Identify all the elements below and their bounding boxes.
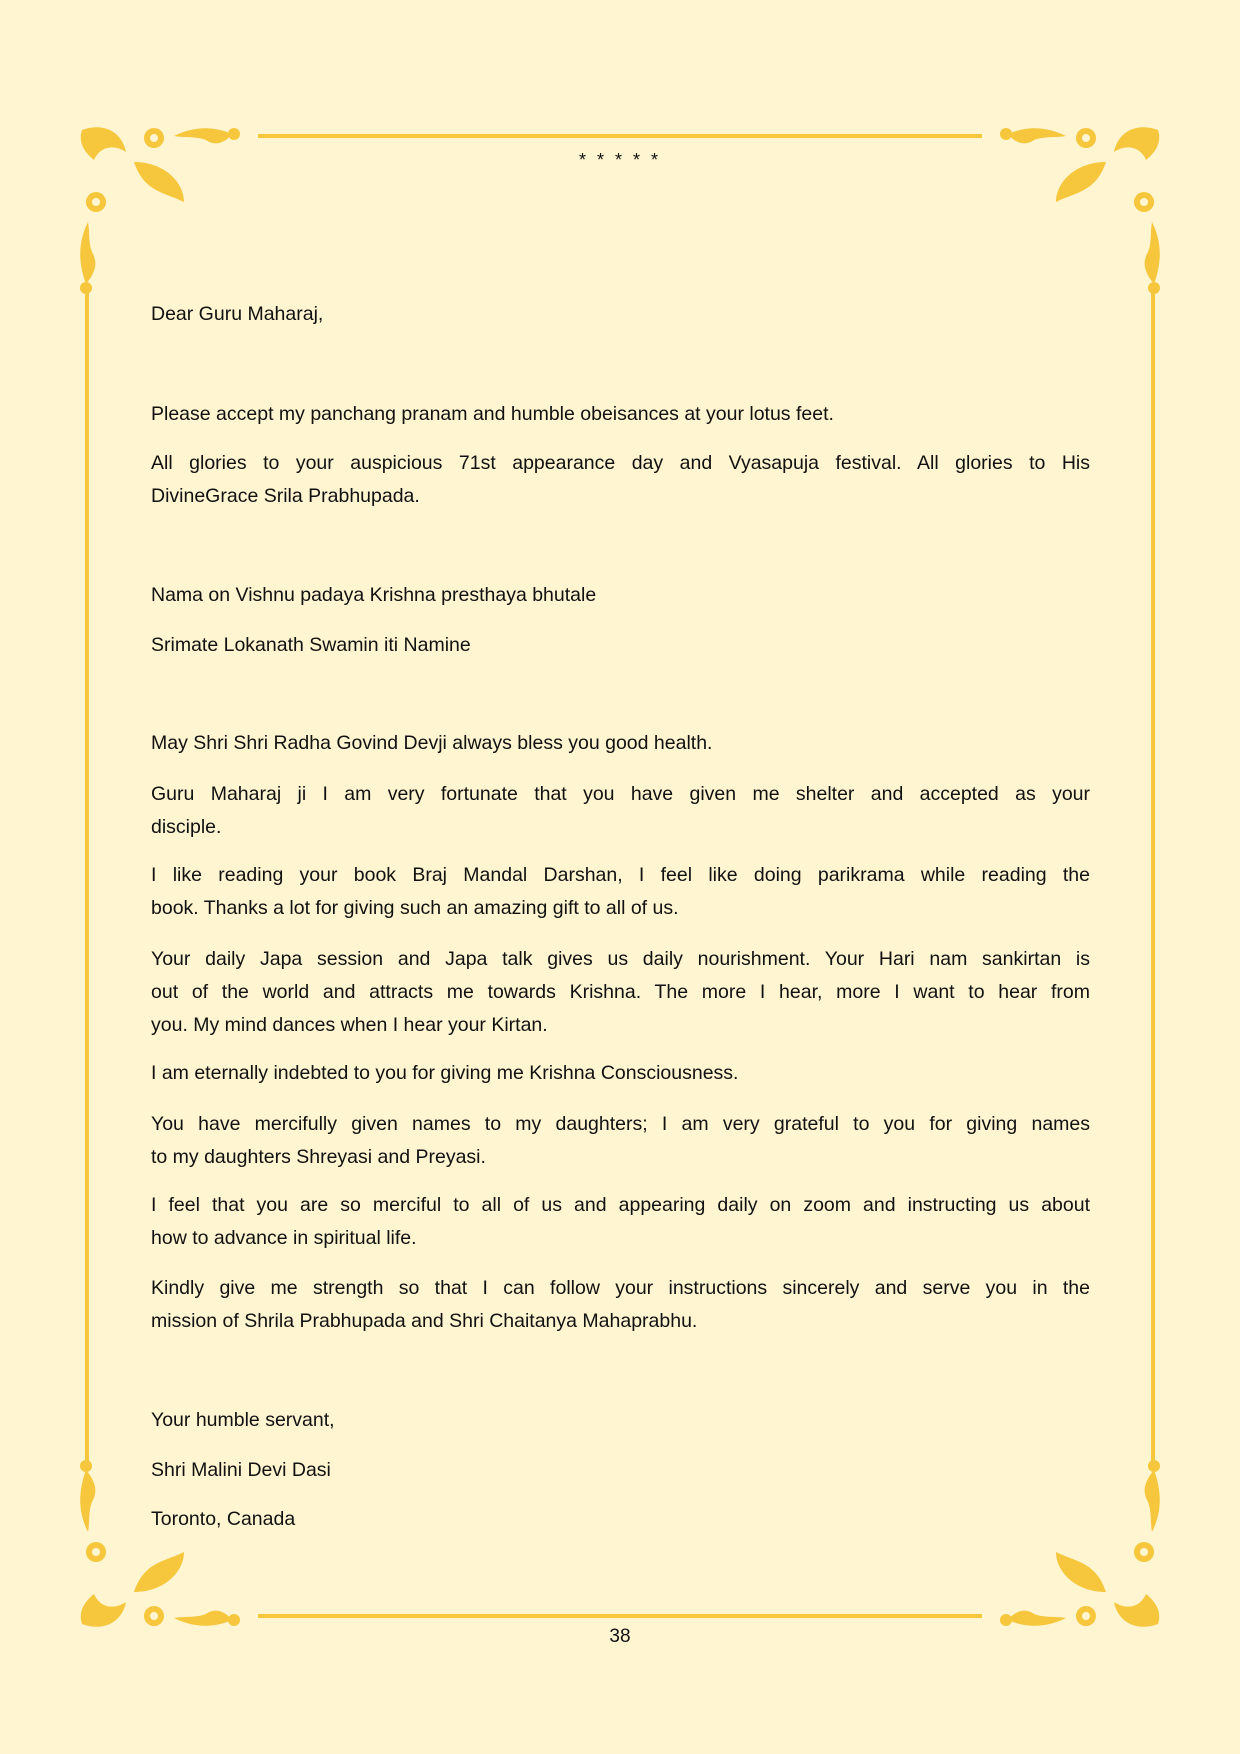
salutation: Dear Guru Maharaj,	[151, 303, 324, 325]
paragraph-line: Guru Maharaj ji I am very fortunate that you have given me shelter and accepted as your	[151, 783, 1090, 805]
letter-paragraph	[151, 727, 1090, 760]
paragraph-line: I am eternally indebted to you for giving me Krishna Consciousness.	[151, 1062, 739, 1084]
paragraph-line: May Shri Shri Radha Govind Devji always bless you good health.	[151, 732, 713, 754]
letter-paragraph	[151, 943, 1090, 1042]
letter-paragraph	[151, 579, 1090, 612]
corner-ornament-icon	[986, 122, 1166, 302]
letter-paragraph	[151, 1272, 1090, 1338]
paragraph-line: All glories to your auspicious 71st appearance day and Vyasapuja festival. All glories to His	[151, 452, 1090, 474]
signature: Shri Malini Devi Dasi	[151, 1459, 331, 1481]
letter-paragraph	[151, 1108, 1090, 1174]
letter-paragraph	[151, 629, 1090, 662]
paragraph-line: You have mercifully given names to my daughters; I am very grateful to you for giving names	[151, 1113, 1090, 1135]
paragraph-line: Your daily Japa session and Japa talk gives us daily nourishment. Your Hari nam sankirtan is	[151, 948, 1090, 970]
border-top	[258, 134, 982, 138]
letter-paragraph	[151, 1057, 1090, 1090]
border-left	[85, 292, 89, 1462]
paragraph-line: mission of Shrila Prabhupada and Shri Chaitanya Mahaprabhu.	[151, 1310, 698, 1332]
border-bottom	[258, 1614, 982, 1618]
paragraph-line: DivineGrace Srila Prabhupada.	[151, 485, 420, 507]
letter-paragraph	[151, 398, 1090, 431]
paragraph-line: how to advance in spiritual life.	[151, 1227, 417, 1249]
letter-paragraph	[151, 859, 1090, 925]
paragraph-line: you. My mind dances when I hear your Kirtan.	[151, 1014, 548, 1036]
paragraph-line: I like reading your book Braj Mandal Darshan, I feel like doing parikrama while reading the	[151, 864, 1090, 886]
location: Toronto, Canada	[151, 1508, 296, 1530]
paragraph-line: disciple.	[151, 816, 222, 838]
section-separator: * * * * *	[578, 150, 662, 170]
letter-paragraph	[151, 447, 1090, 513]
paragraph-line: Srimate Lokanath Swamin iti Namine	[151, 634, 471, 656]
paragraph-line: I feel that you are so merciful to all of us and appearing daily on zoom and instructing us about	[151, 1194, 1090, 1216]
paragraph-line: out of the world and attracts me towards Krishna. The more I hear, more I want to hear from	[151, 981, 1090, 1003]
paragraph-line: book. Thanks a lot for giving such an amazing gift to all of us.	[151, 897, 679, 919]
closing: Your humble servant,	[151, 1409, 335, 1431]
corner-ornament-icon	[74, 122, 254, 302]
border-right	[1151, 292, 1155, 1462]
letter-paragraph	[151, 778, 1090, 844]
paragraph-line: to my daughters Shreyasi and Preyasi.	[151, 1146, 486, 1168]
page-number: 38	[609, 1626, 631, 1647]
paragraph-line: Please accept my panchang pranam and humble obeisances at your lotus feet.	[151, 403, 834, 425]
letter-paragraph	[151, 1189, 1090, 1255]
paragraph-line: Kindly give me strength so that I can follow your instructions sincerely and serve you in the	[151, 1277, 1090, 1299]
paragraph-line: Nama on Vishnu padaya Krishna presthaya bhutale	[151, 584, 597, 606]
